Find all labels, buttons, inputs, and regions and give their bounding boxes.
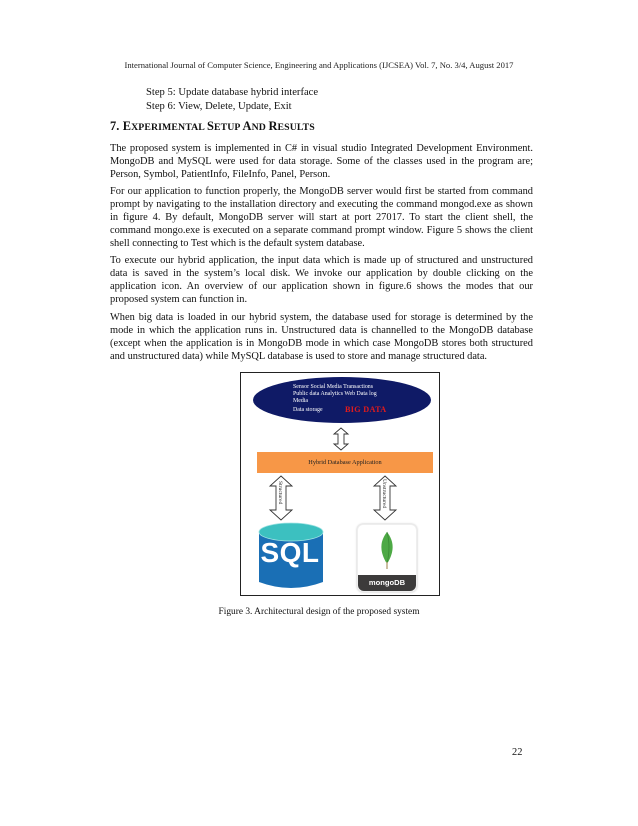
- section-title-s: S: [206, 119, 214, 133]
- section-title-r: R: [268, 119, 278, 133]
- mongodb-label: mongoDB: [358, 575, 416, 591]
- architecture-figure: [240, 372, 440, 596]
- paragraph-mongodb-server: For our application to function properly, the MongoDB server would first be started from command prompt by navigating to the installation directory and executing the command mongod.exe as shown in figure 4. By default, MongoDB server will start at port 27017. To start the client shell, the command mongo.exe is executed on a separate command prompt window. Figure 5 shows the client shell connecting to Test which is the default system database.: [110, 186, 533, 250]
- hybrid-app-label: Hybrid Database Application: [308, 459, 382, 466]
- paragraph-implementation: The proposed system is implemented in C# in visual studio Integrated Development Environment. MongoDB and MySQL were used for data storage. Some of the classes used in the program are; Person, Symbol, PatientInfo, FileInfo, Panel, Person.: [110, 143, 533, 181]
- paragraph-big-data-loading: When big data is loaded in our hybrid system, the database used for storage is determined by the mode in which the application runs in. Unstructured data is channelled to the MongoDB database (except when the application is in MongoDB mode in which case MongoDB stores both structured and unstructured data) while MySQL database is used to store and manage structured data.: [110, 312, 533, 363]
- section-title-part: ESULTS: [277, 122, 315, 133]
- paragraph-execute-application: To execute our hybrid application, the input data which is made up of structured and unstructured data is saved in the system’s local disk. We invoke our application by double clicking on the application icon. An overview of our application shown in figure.6 shows the modes that our proposed system can function in.: [110, 255, 533, 306]
- section-title-a: A: [242, 119, 252, 133]
- journal-header: International Journal of Computer Science, Engineering and Applications (IJCSEA) Vol. 7, No. 3/4, August 2017: [124, 60, 514, 70]
- hybrid-app-bar: [257, 452, 433, 473]
- big-data-label: BIG DATA: [345, 405, 387, 414]
- structured-label: Structured: [277, 481, 283, 505]
- figure-caption: Figure 3. Architectural design of the proposed system: [218, 607, 420, 617]
- ellipse-line: Public data Analytics Web Data log: [293, 391, 377, 397]
- ellipse-line: Media: [293, 398, 309, 404]
- step-5: Step 5: Update database hybrid interface: [146, 87, 319, 98]
- mongodb-logo: [357, 524, 417, 592]
- section-title-part: ETUP: [213, 122, 243, 133]
- ellipse-line: Sensor Social Media Transactions: [293, 384, 374, 390]
- sql-label: SQL: [260, 537, 320, 568]
- section-title-part: XPERIMENTAL: [131, 122, 207, 133]
- ellipse-line: Data storage: [293, 407, 323, 413]
- unstructured-label: Unstructured: [381, 479, 387, 509]
- mongodb-leaf-icon: [377, 531, 397, 571]
- double-arrow-icon: [331, 427, 351, 451]
- section-number: 7.: [110, 119, 120, 133]
- section-title-part: ND: [251, 122, 269, 133]
- section-title-e: E: [122, 119, 132, 133]
- page-number: 22: [512, 747, 523, 758]
- section-title: [110, 119, 315, 134]
- step-6: Step 6: View, Delete, Update, Exit: [146, 101, 292, 112]
